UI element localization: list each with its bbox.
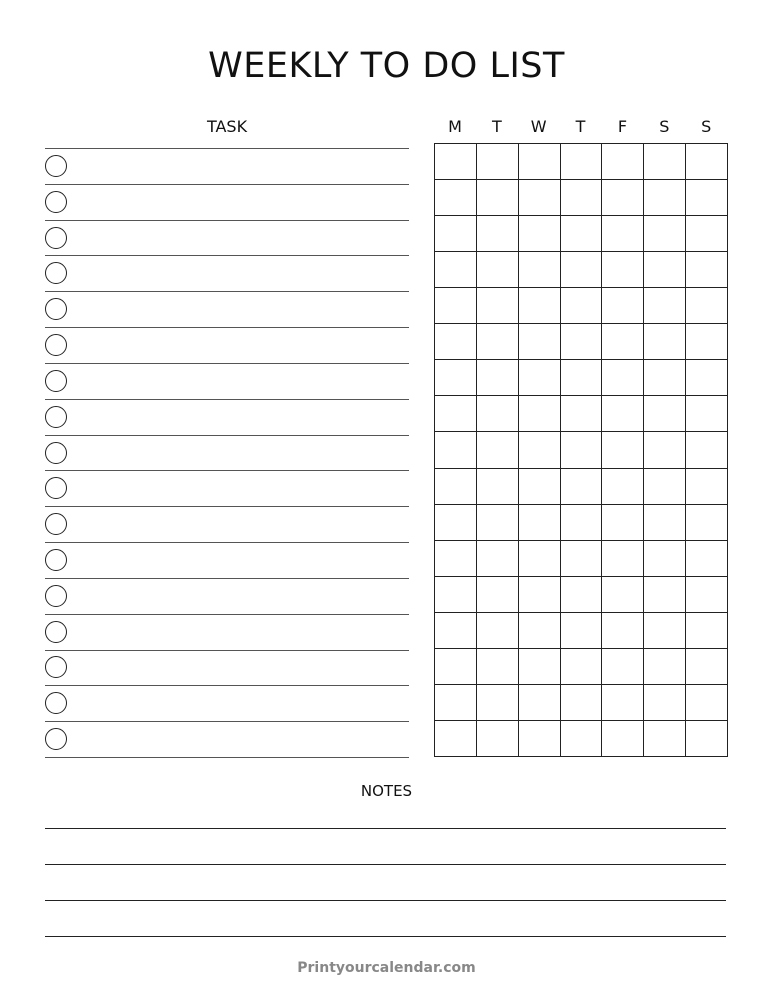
day-check-cell[interactable] <box>518 395 561 432</box>
day-check-cell[interactable] <box>685 540 728 577</box>
task-checkbox-circle[interactable] <box>45 442 67 464</box>
task-line <box>45 506 409 507</box>
task-line <box>45 435 409 436</box>
task-checkbox-circle[interactable] <box>45 656 67 678</box>
day-check-cell[interactable] <box>476 612 519 649</box>
task-entry-field[interactable] <box>75 150 405 182</box>
day-check-cell[interactable] <box>476 468 519 505</box>
day-check-cell[interactable] <box>518 720 561 757</box>
day-check-cell[interactable] <box>685 612 728 649</box>
day-check-cell[interactable] <box>518 504 561 541</box>
task-line <box>45 614 409 615</box>
task-line <box>45 255 409 256</box>
day-check-cell[interactable] <box>476 143 519 180</box>
day-check-cell[interactable] <box>476 179 519 216</box>
notes-line[interactable] <box>45 828 726 829</box>
task-checkbox-circle[interactable] <box>45 334 67 356</box>
day-check-cell[interactable] <box>685 359 728 396</box>
day-check-cell[interactable] <box>476 648 519 685</box>
task-checkbox-circle[interactable] <box>45 513 67 535</box>
day-check-cell[interactable] <box>685 720 728 757</box>
day-check-cell[interactable] <box>476 323 519 360</box>
day-check-cell[interactable] <box>476 215 519 252</box>
day-check-cell[interactable] <box>643 431 686 468</box>
task-checkbox-circle[interactable] <box>45 549 67 571</box>
task-line <box>45 184 409 185</box>
task-entry-field[interactable] <box>75 544 405 576</box>
day-header: S <box>659 117 670 136</box>
day-check-cell[interactable] <box>518 684 561 721</box>
day-check-cell[interactable] <box>685 504 728 541</box>
task-entry-field[interactable] <box>75 687 405 719</box>
day-check-cell[interactable] <box>434 323 477 360</box>
task-entry-field[interactable] <box>75 508 405 540</box>
task-column-header: TASK <box>206 117 248 136</box>
day-check-cell[interactable] <box>518 251 561 288</box>
footer-brand: Printyourcalendar.com <box>297 960 476 976</box>
day-check-cell[interactable] <box>685 648 728 685</box>
notes-line[interactable] <box>45 936 726 937</box>
day-check-cell[interactable] <box>601 612 644 649</box>
day-check-cell[interactable] <box>434 720 477 757</box>
day-check-cell[interactable] <box>601 179 644 216</box>
day-check-cell[interactable] <box>560 648 603 685</box>
day-check-cell[interactable] <box>601 720 644 757</box>
day-header: T <box>491 117 502 136</box>
day-check-cell[interactable] <box>476 684 519 721</box>
day-check-cell[interactable] <box>518 323 561 360</box>
day-check-cell[interactable] <box>434 576 477 613</box>
day-check-cell[interactable] <box>434 648 477 685</box>
day-check-cell[interactable] <box>643 504 686 541</box>
task-line <box>45 721 409 722</box>
day-check-cell[interactable] <box>434 684 477 721</box>
task-checkbox-circle[interactable] <box>45 621 67 643</box>
task-checkbox-circle[interactable] <box>45 477 67 499</box>
day-check-cell[interactable] <box>601 251 644 288</box>
day-check-cell[interactable] <box>434 540 477 577</box>
day-check-cell[interactable] <box>643 684 686 721</box>
task-line <box>45 578 409 579</box>
day-check-cell[interactable] <box>685 468 728 505</box>
day-check-cell[interactable] <box>518 179 561 216</box>
task-entry-field[interactable] <box>75 293 405 325</box>
day-check-cell[interactable] <box>685 323 728 360</box>
day-check-cell[interactable] <box>518 468 561 505</box>
day-check-cell[interactable] <box>685 684 728 721</box>
day-check-cell[interactable] <box>643 287 686 324</box>
day-header: W <box>530 117 547 136</box>
task-line <box>45 220 409 221</box>
task-checkbox-circle[interactable] <box>45 298 67 320</box>
day-check-cell[interactable] <box>518 215 561 252</box>
task-entry-field[interactable] <box>75 472 405 504</box>
notes-line[interactable] <box>45 900 726 901</box>
day-check-cell[interactable] <box>518 287 561 324</box>
day-check-cell[interactable] <box>476 431 519 468</box>
day-check-cell[interactable] <box>560 359 603 396</box>
day-check-cell[interactable] <box>643 323 686 360</box>
task-line <box>45 148 409 149</box>
day-check-cell[interactable] <box>434 504 477 541</box>
day-check-cell[interactable] <box>643 720 686 757</box>
day-check-cell[interactable] <box>434 251 477 288</box>
day-check-cell[interactable] <box>601 504 644 541</box>
day-check-cell[interactable] <box>560 576 603 613</box>
task-checkbox-circle[interactable] <box>45 406 67 428</box>
day-check-cell[interactable] <box>601 287 644 324</box>
task-line <box>45 399 409 400</box>
day-check-cell[interactable] <box>601 648 644 685</box>
day-check-cell[interactable] <box>643 215 686 252</box>
page-title: WEEKLY TO DO LIST <box>208 46 565 86</box>
day-check-cell[interactable] <box>518 359 561 396</box>
notes-line[interactable] <box>45 864 726 865</box>
day-check-cell[interactable] <box>601 684 644 721</box>
day-check-cell[interactable] <box>560 468 603 505</box>
day-check-cell[interactable] <box>476 540 519 577</box>
day-check-cell[interactable] <box>560 287 603 324</box>
task-line <box>45 685 409 686</box>
task-line <box>45 470 409 471</box>
day-check-cell[interactable] <box>601 323 644 360</box>
day-check-cell[interactable] <box>685 251 728 288</box>
task-checkbox-circle[interactable] <box>45 191 67 213</box>
day-check-cell[interactable] <box>560 251 603 288</box>
day-check-cell[interactable] <box>601 395 644 432</box>
day-check-cell[interactable] <box>560 684 603 721</box>
day-header: F <box>617 117 628 136</box>
day-check-cell[interactable] <box>560 720 603 757</box>
day-check-cell[interactable] <box>476 720 519 757</box>
task-line <box>45 327 409 328</box>
day-check-cell[interactable] <box>434 215 477 252</box>
task-entry-field[interactable] <box>75 580 405 612</box>
day-check-cell[interactable] <box>643 179 686 216</box>
day-check-cell[interactable] <box>643 468 686 505</box>
day-check-cell[interactable] <box>601 468 644 505</box>
day-check-cell[interactable] <box>518 612 561 649</box>
day-check-cell[interactable] <box>685 395 728 432</box>
task-checkbox-circle[interactable] <box>45 155 67 177</box>
task-line <box>45 363 409 364</box>
day-check-cell[interactable] <box>643 359 686 396</box>
day-check-cell[interactable] <box>476 359 519 396</box>
day-check-cell[interactable] <box>434 179 477 216</box>
day-check-cell[interactable] <box>643 143 686 180</box>
day-check-cell[interactable] <box>643 576 686 613</box>
day-check-cell[interactable] <box>685 179 728 216</box>
day-check-cell[interactable] <box>685 143 728 180</box>
day-check-cell[interactable] <box>476 395 519 432</box>
day-check-cell[interactable] <box>434 143 477 180</box>
day-check-cell[interactable] <box>685 215 728 252</box>
day-check-cell[interactable] <box>685 576 728 613</box>
day-check-cell[interactable] <box>476 287 519 324</box>
task-entry-field[interactable] <box>75 365 405 397</box>
task-entry-field[interactable] <box>75 652 405 684</box>
day-check-cell[interactable] <box>643 612 686 649</box>
task-line <box>45 542 409 543</box>
day-check-cell[interactable] <box>518 540 561 577</box>
notes-header: NOTES <box>360 782 413 800</box>
day-check-cell[interactable] <box>434 359 477 396</box>
task-checkbox-circle[interactable] <box>45 728 67 750</box>
day-check-cell[interactable] <box>434 468 477 505</box>
task-entry-field[interactable] <box>75 222 405 254</box>
day-check-cell[interactable] <box>601 143 644 180</box>
day-check-cell[interactable] <box>643 251 686 288</box>
task-line <box>45 650 409 651</box>
task-entry-field[interactable] <box>75 257 405 289</box>
task-entry-field[interactable] <box>75 723 405 755</box>
day-check-cell[interactable] <box>434 287 477 324</box>
task-entry-field[interactable] <box>75 401 405 433</box>
day-check-cell[interactable] <box>560 323 603 360</box>
task-entry-field[interactable] <box>75 329 405 361</box>
day-check-cell[interactable] <box>601 359 644 396</box>
task-line <box>45 291 409 292</box>
day-check-cell[interactable] <box>476 251 519 288</box>
day-check-cell[interactable] <box>434 395 477 432</box>
day-check-cell[interactable] <box>518 143 561 180</box>
day-check-cell[interactable] <box>601 431 644 468</box>
day-check-cell[interactable] <box>643 540 686 577</box>
day-check-cell[interactable] <box>560 540 603 577</box>
task-checkbox-circle[interactable] <box>45 585 67 607</box>
day-check-cell[interactable] <box>434 431 477 468</box>
day-check-cell[interactable] <box>434 612 477 649</box>
day-check-cell[interactable] <box>685 287 728 324</box>
day-check-cell[interactable] <box>518 576 561 613</box>
day-check-cell[interactable] <box>643 648 686 685</box>
day-check-cell[interactable] <box>685 431 728 468</box>
day-check-cell[interactable] <box>476 504 519 541</box>
task-entry-field[interactable] <box>75 186 405 218</box>
task-checkbox-circle[interactable] <box>45 692 67 714</box>
day-check-cell[interactable] <box>643 395 686 432</box>
task-line <box>45 757 409 758</box>
day-check-cell[interactable] <box>560 179 603 216</box>
day-check-cell[interactable] <box>560 504 603 541</box>
day-check-cell[interactable] <box>560 215 603 252</box>
day-header: T <box>575 117 586 136</box>
task-checkbox-circle[interactable] <box>45 370 67 392</box>
day-check-cell[interactable] <box>518 431 561 468</box>
task-entry-field[interactable] <box>75 437 405 469</box>
day-check-cell[interactable] <box>601 215 644 252</box>
day-header: S <box>701 117 712 136</box>
day-check-cell[interactable] <box>560 395 603 432</box>
day-check-cell[interactable] <box>601 540 644 577</box>
day-check-cell[interactable] <box>601 576 644 613</box>
task-checkbox-circle[interactable] <box>45 262 67 284</box>
day-check-cell[interactable] <box>560 612 603 649</box>
day-check-cell[interactable] <box>476 576 519 613</box>
day-check-cell[interactable] <box>518 648 561 685</box>
task-checkbox-circle[interactable] <box>45 227 67 249</box>
day-check-cell[interactable] <box>560 431 603 468</box>
day-check-cell[interactable] <box>560 143 603 180</box>
task-entry-field[interactable] <box>75 616 405 648</box>
day-header: M <box>448 117 462 136</box>
